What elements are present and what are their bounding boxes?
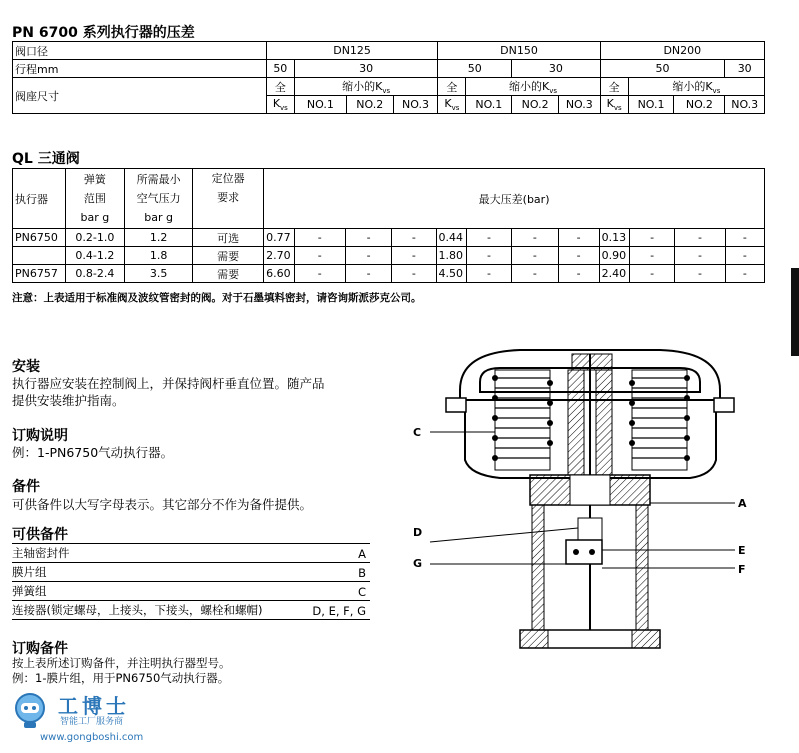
list-item: 膜片组 B <box>12 563 370 582</box>
table-row: PN6757 0.8-2.4 3.5 需要 6.60 - - - 4.50 - - - 2.40 - - - <box>13 265 765 283</box>
kvs-label: $K_{vs}$ <box>266 96 294 114</box>
watermark-name: 工博士 <box>58 694 130 718</box>
watermark-url: www.gongboshi.com <box>40 732 144 743</box>
seat-no2: NO.2 <box>674 96 725 114</box>
section-tab-marker <box>791 268 799 356</box>
size-dn200: DN200 <box>600 42 764 60</box>
col-positioner: 定位器 要求 <box>193 169 264 229</box>
list-item: 弹簧组 C <box>12 582 370 601</box>
full-label: 全 <box>438 78 466 96</box>
table-note: 注意：上表适用于标准阀及波纹管密封的阀。对于石墨填料密封，请咨询斯派莎克公司。 <box>12 292 422 304</box>
spring-left <box>492 370 553 470</box>
watermark <box>10 688 150 748</box>
callout-c: C <box>413 426 422 439</box>
bottom-frame-right <box>632 630 660 648</box>
watermark-tagline: 智能工厂服务商 <box>60 717 124 727</box>
stroke-cell: 30 <box>512 60 600 78</box>
actuator-diagram <box>400 330 790 670</box>
order-spares-heading: 订购备件 <box>12 641 68 657</box>
connector-nut <box>578 518 602 540</box>
seat-no3: NO.3 <box>393 96 438 114</box>
callout-f: F <box>738 563 746 576</box>
yoke-center <box>570 475 610 505</box>
stem-right <box>596 370 612 475</box>
install-text: 执行器应安装在控制阀上，并保持阀杆垂直位置。随产品 提供安装维护指南。 <box>12 376 325 408</box>
pressure-table-header <box>12 41 765 114</box>
stroke-cell: 50 <box>438 60 512 78</box>
spares-heading: 备件 <box>12 479 40 495</box>
stem-cap <box>572 354 612 370</box>
size-row-label: 阀口径 <box>13 42 267 60</box>
callout-d: D <box>413 526 423 539</box>
ql-pressure-table <box>12 168 765 283</box>
pillar-left <box>532 505 544 635</box>
reduced-kvs-label: 缩小的$K_{vs}$ <box>294 78 438 96</box>
col-spring: 弹簧 范围 bar g <box>65 169 125 229</box>
reduced-kvs-label: 缩小的$K_{vs}$ <box>628 78 764 96</box>
available-spares-heading: 可供备件 <box>12 527 68 543</box>
flange-left <box>446 398 466 412</box>
install-heading: 安装 <box>12 359 40 375</box>
kvs-label: $K_{vs}$ <box>438 96 466 114</box>
seat-no1: NO.1 <box>628 96 674 114</box>
callout-g: G <box>413 557 423 570</box>
stroke-cell: 50 <box>600 60 725 78</box>
order-heading: 订购说明 <box>12 428 68 444</box>
ql-section-title: QL 三通阀 <box>12 151 80 167</box>
callout-line-d <box>430 528 578 542</box>
table-row: PN6750 0.2-1.0 1.2 可选 0.77 - - - 0.44 - - - 0.13 - - - <box>13 229 765 247</box>
stroke-cell: 30 <box>294 60 438 78</box>
stem-left <box>568 370 584 475</box>
kvs-label: $K_{vs}$ <box>600 96 628 114</box>
reduced-kvs-label: 缩小的$K_{vs}$ <box>466 78 600 96</box>
list-item: 连接器(锁定螺母，上接头，下接头，螺栓和螺帽) D, E, F, G <box>12 601 370 620</box>
spring-right <box>629 370 690 470</box>
seat-no1: NO.1 <box>294 96 346 114</box>
bottom-frame-left <box>520 630 548 648</box>
col-max-dp: 最大压差(bar) <box>264 169 765 229</box>
spares-text: 可供备件以大写字母表示。其它部分不作为备件提供。 <box>12 497 313 512</box>
seat-no3: NO.3 <box>559 96 601 114</box>
seat-no1: NO.1 <box>466 96 512 114</box>
stroke-cell: 30 <box>725 60 765 78</box>
page-title: PN 6700 系列执行器的压差 <box>12 25 195 41</box>
stroke-row-label: 行程mm <box>13 60 267 78</box>
seat-no2: NO.2 <box>346 96 393 114</box>
connector-block <box>566 540 602 564</box>
pillar-right <box>636 505 648 635</box>
seat-row-label: 阀座尺寸 <box>13 78 267 114</box>
col-actuator: 执行器 <box>13 169 66 229</box>
full-label: 全 <box>266 78 294 96</box>
col-air-pressure: 所需最小 空气压力 bar g <box>125 169 193 229</box>
size-dn125: DN125 <box>266 42 438 60</box>
list-item: 主轴密封件 A <box>12 544 370 563</box>
full-label: 全 <box>600 78 628 96</box>
table-row: 0.4-1.2 1.8 需要 2.70 - - - 1.80 - - - 0.90 - - - <box>13 247 765 265</box>
callout-a: A <box>738 497 747 510</box>
robot-logo-icon <box>10 690 50 730</box>
order-spares-text: 按上表所述订购备件，并注明执行器型号。 例：1-膜片组，用于PN6750气动执行器。 <box>12 656 231 685</box>
seat-no3: NO.3 <box>725 96 765 114</box>
stroke-cell: 50 <box>266 60 294 78</box>
flange-right <box>714 398 734 412</box>
callout-e: E <box>738 544 746 557</box>
seat-no2: NO.2 <box>512 96 559 114</box>
size-dn150: DN150 <box>438 42 600 60</box>
order-text: 例：1-PN6750气动执行器。 <box>12 445 174 460</box>
